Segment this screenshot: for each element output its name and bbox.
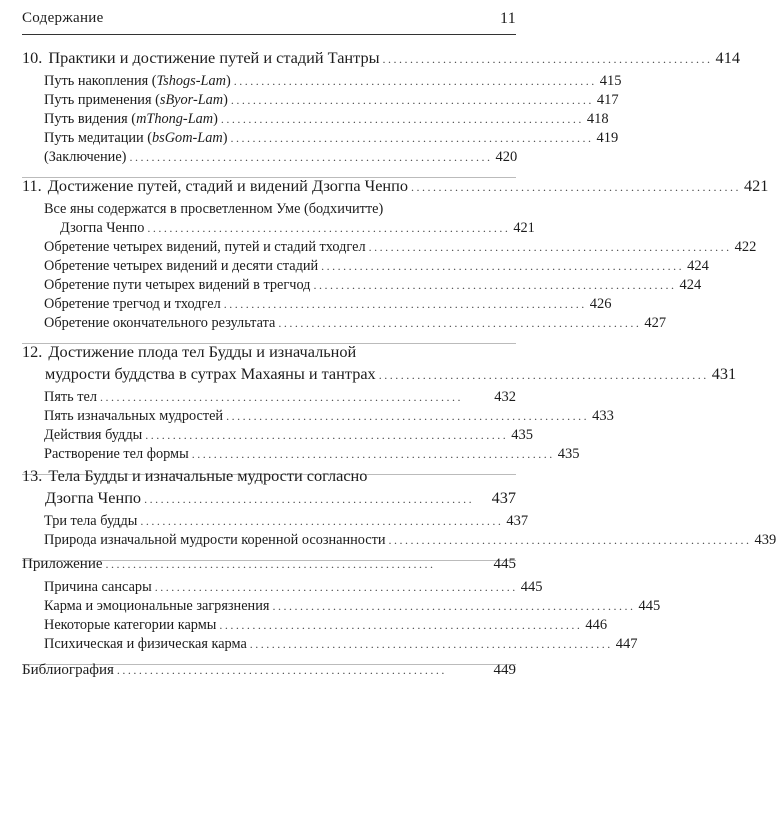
dot-leader: .................................................................. — [230, 93, 594, 107]
toc-entry[interactable] — [22, 597, 661, 616]
entry-label: Карма и эмоциональные загрязнения — [44, 598, 270, 614]
page-number: 432 — [494, 389, 516, 405]
chapter-title-line-2: Дзогпа Ченпо — [45, 488, 142, 507]
dot-leader: .................................................................. — [219, 618, 583, 632]
page-number: 445 — [520, 579, 543, 595]
entry-label-continuation: Дзогпа Ченпо — [60, 220, 145, 236]
page-number: 419 — [596, 130, 619, 146]
toc-entry[interactable] — [22, 91, 619, 110]
chapter-title: Практики и достижение путей и стадий Тантры — [48, 48, 380, 67]
page-number: 426 — [589, 296, 612, 312]
entry-label: Три тела будды — [44, 513, 138, 529]
entry-label: Путь применения (sByor-Lam) — [44, 92, 228, 108]
entry-label: Психическая и физическая карма — [44, 636, 247, 652]
page-number: 418 — [586, 111, 609, 127]
chapter-number: 13. — [22, 466, 43, 485]
entry-label: Обретение трегчод и тходгел — [44, 296, 221, 312]
entry-label: Пять тел — [44, 389, 97, 405]
dot-leader: ............................................................ — [105, 557, 436, 571]
entry-label: Путь медитации (bsGom-Lam) — [44, 130, 228, 146]
page-number: 431 — [711, 364, 737, 383]
dot-leader: .................................................................. — [321, 259, 685, 273]
page-number: 433 — [592, 408, 614, 424]
toc-entry[interactable] — [22, 110, 609, 129]
bibliography-heading[interactable] — [22, 659, 516, 681]
toc-entry[interactable] — [22, 578, 543, 597]
dot-leader: .................................................................. — [99, 390, 463, 404]
chapter-13 — [22, 465, 776, 561]
chapter-12-heading-line-1[interactable] — [22, 341, 516, 363]
toc-entry[interactable] — [22, 635, 638, 654]
dot-leader: .................................................................. — [220, 112, 584, 126]
dot-leader: .................................................................. — [145, 428, 509, 442]
appendix-title: Приложение — [22, 556, 103, 572]
dot-leader: .................................................................. — [147, 221, 511, 235]
entry-label: Путь накопления (Tshogs-Lam) — [44, 73, 231, 89]
page-number: 427 — [644, 315, 667, 331]
dot-leader: ............................................................ — [382, 52, 713, 66]
dot-leader: .................................................................. — [278, 316, 642, 330]
toc-entry[interactable] — [22, 407, 614, 426]
entry-label: Природа изначальной мудрости коренной осознанности — [44, 532, 386, 548]
toc-entry[interactable] — [22, 72, 622, 91]
page-number: 422 — [734, 239, 757, 255]
page-number: 421 — [513, 220, 535, 236]
page-number: 439 — [754, 532, 776, 548]
page-number: 424 — [687, 258, 709, 274]
chapter-title: Достижение путей, стадий и видений Дзогпа Ченпо — [47, 176, 408, 195]
dot-leader: .................................................................. — [129, 150, 493, 164]
toc-entry[interactable] — [22, 257, 709, 276]
page-number: 417 — [596, 92, 619, 108]
dot-leader: .................................................................. — [388, 533, 752, 547]
dot-leader: .................................................................. — [226, 409, 590, 423]
chapter-11 — [22, 175, 769, 344]
chapter-12 — [22, 341, 737, 475]
header-rule — [22, 34, 516, 35]
toc-entry[interactable] — [22, 388, 516, 407]
running-head-page-number: 11 — [499, 10, 516, 27]
bibliography — [22, 659, 516, 681]
entry-label: Растворение тел формы — [44, 446, 189, 462]
toc-entry[interactable] — [22, 512, 529, 531]
chapter-number: 12. — [22, 342, 43, 361]
dot-leader: ............................................................ — [144, 492, 475, 506]
page-number: 445 — [638, 598, 661, 614]
dot-leader: .................................................................. — [230, 131, 594, 145]
entry-label: Обретение четырех видений и десяти стадий — [44, 258, 319, 274]
running-head-title: Содержание — [22, 10, 104, 26]
entry-label: Действия будды — [44, 427, 143, 443]
chapter-12-heading-line-2[interactable] — [22, 363, 737, 385]
toc-entry[interactable] — [22, 129, 619, 148]
chapter-title-line-1: Тела Будды и изначальные мудрости согласно — [48, 466, 368, 485]
dot-leader: .................................................................. — [140, 514, 504, 528]
page-number: 437 — [491, 488, 516, 507]
dot-leader: .................................................................. — [191, 447, 555, 461]
entry-label: Обретение пути четырех видений в трегчод — [44, 277, 311, 293]
entry-label: Некоторые категории кармы — [44, 617, 217, 633]
chapter-11-heading[interactable] — [22, 175, 769, 197]
page-number: 421 — [744, 176, 769, 195]
dot-leader: ............................................................ — [116, 663, 447, 677]
page-number: 414 — [715, 48, 740, 67]
dot-leader: .................................................................. — [249, 637, 613, 651]
toc-entry-continuation[interactable] — [22, 219, 535, 238]
page-number: 437 — [506, 513, 529, 529]
page-number: 449 — [493, 662, 516, 678]
chapter-title-line-1: Достижение плода тел Будды и изначальной — [48, 342, 357, 361]
entry-label: (Заключение) — [44, 149, 127, 165]
dot-leader: .................................................................. — [313, 278, 677, 292]
toc-entry[interactable] — [22, 276, 702, 295]
page-number: 435 — [511, 427, 533, 443]
entry-label: Пять изначальных мудростей — [44, 408, 224, 424]
page-number: 424 — [679, 277, 702, 293]
entry-label: Все яны содержатся в просветленном Уме (бодхичитте) — [44, 201, 384, 217]
entry-label: Путь видения (mThong-Lam) — [44, 111, 218, 127]
toc-entry[interactable] — [22, 200, 516, 219]
page-number: 447 — [615, 636, 638, 652]
toc-entry[interactable] — [22, 531, 776, 550]
chapter-number: 11. — [22, 176, 42, 195]
toc-entry[interactable] — [22, 445, 580, 464]
page-number: 446 — [585, 617, 608, 633]
dot-leader: ............................................................ — [411, 180, 741, 194]
page-number: 420 — [495, 149, 518, 165]
chapter-13-heading-line-2[interactable] — [22, 487, 516, 509]
toc-entry[interactable] — [22, 295, 612, 314]
chapter-10-heading[interactable] — [22, 47, 740, 69]
toc-entry[interactable] — [22, 616, 608, 635]
chapter-title-line-2: мудрости буддства в сутрах Махаяны и тантрах — [45, 364, 376, 383]
chapter-number: 10. — [22, 48, 43, 67]
dot-leader: .................................................................. — [272, 599, 636, 613]
toc-entry[interactable] — [22, 148, 516, 167]
dot-leader: .................................................................. — [154, 580, 518, 594]
page-number: 435 — [557, 446, 580, 462]
bibliography-title: Библиография — [22, 662, 114, 678]
running-head — [22, 10, 516, 32]
appendix — [22, 553, 661, 665]
page-number: 445 — [493, 556, 516, 572]
entry-label: Причина сансары — [44, 579, 152, 595]
entry-label: Обретение четырех видений, путей и стадий тходгел — [44, 239, 366, 255]
dot-leader: ............................................................ — [378, 368, 709, 382]
toc-entry[interactable] — [22, 238, 757, 257]
dot-leader: .................................................................. — [233, 74, 597, 88]
toc-entry[interactable] — [22, 426, 533, 445]
page-number: 415 — [599, 73, 622, 89]
toc-entry[interactable] — [22, 314, 667, 333]
chapter-10 — [22, 47, 740, 178]
dot-leader: .................................................................. — [223, 297, 587, 311]
appendix-heading[interactable] — [22, 553, 516, 575]
entry-label: Обретение окончательного результата — [44, 315, 276, 331]
chapter-13-heading-line-1[interactable] — [22, 465, 516, 487]
dot-leader: .................................................................. — [368, 240, 732, 254]
